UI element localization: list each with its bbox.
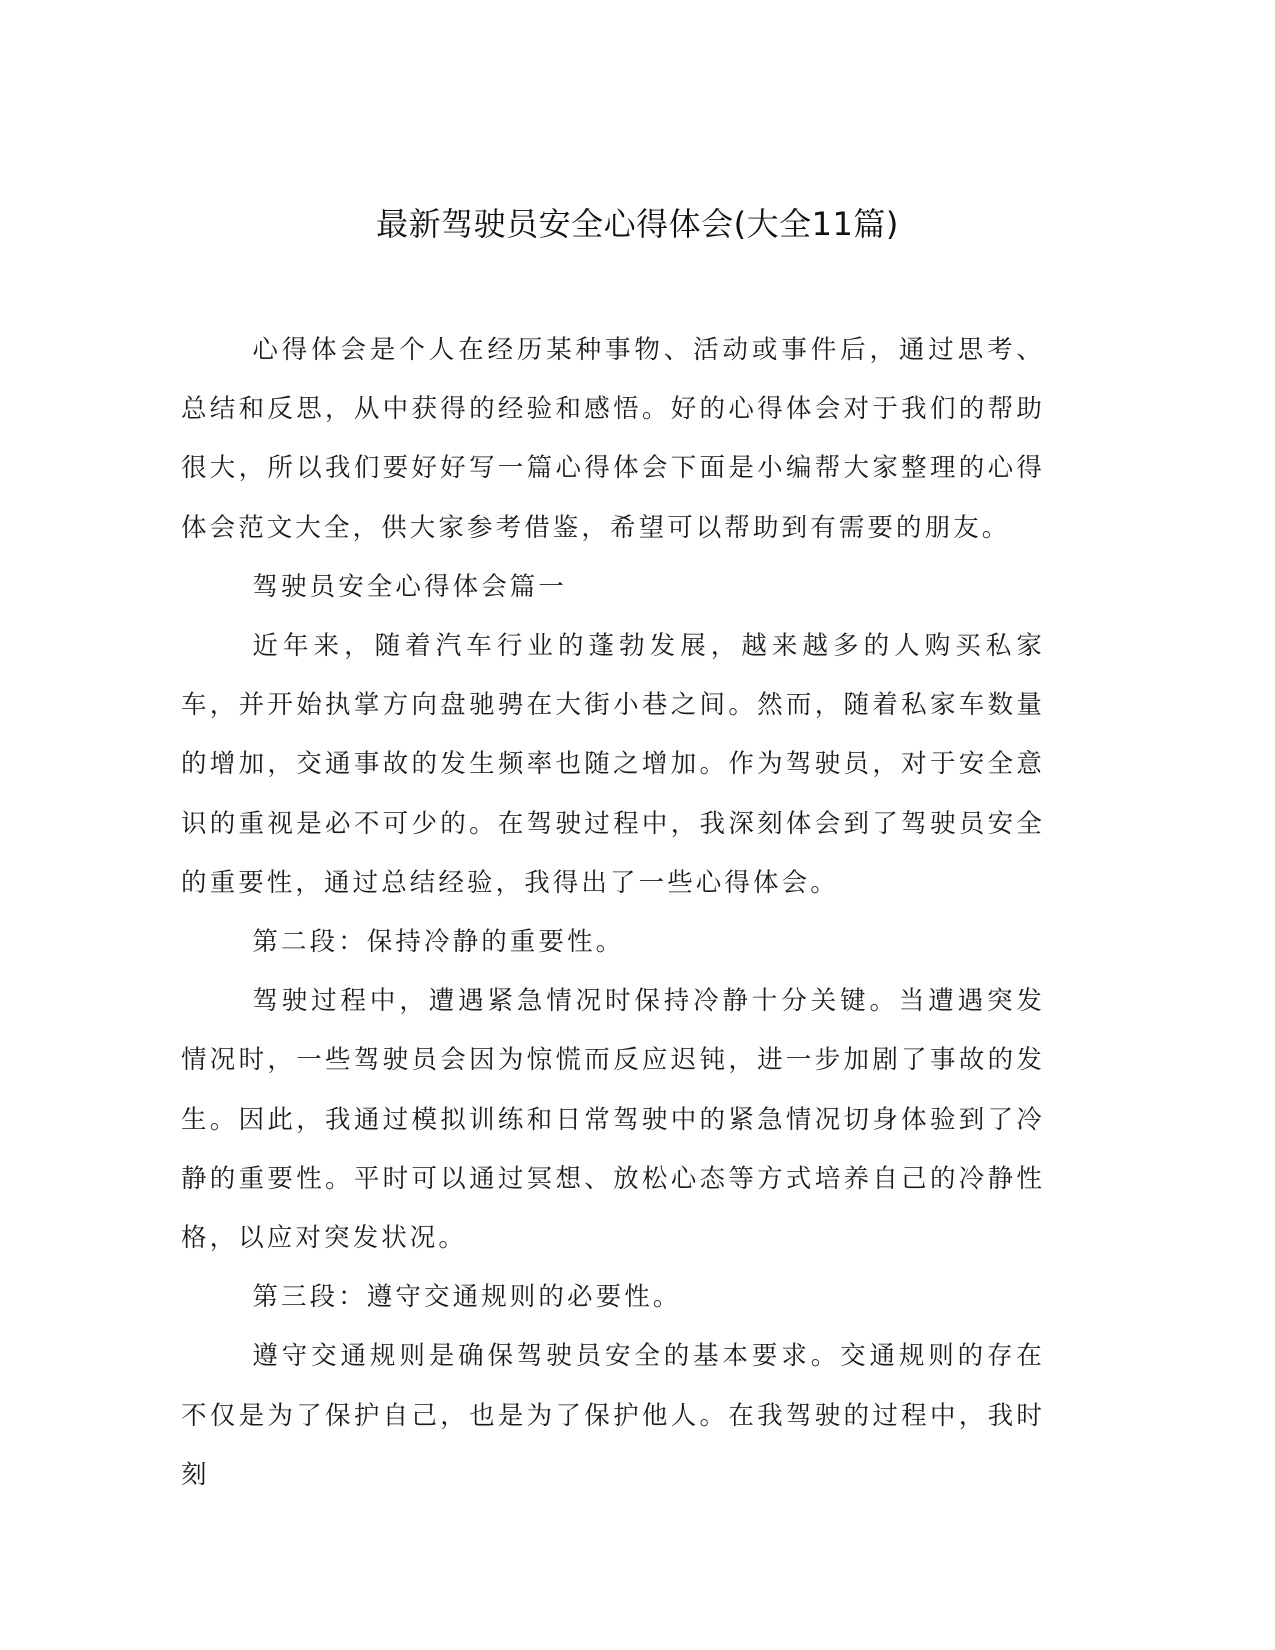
intro-paragraph: 心得体会是个人在经历某种事物、活动或事件后，通过思考、总结和反思，从中获得的经验和感悟。好的心得体会对于我们的帮助很大，所以我们要好好写一篇心得体会下面是小编帮大家整理的心得体会范文大全，供大家参考借鉴，希望可以帮助到有需要的朋友。 (181, 335, 1045, 543)
document-title: 最新驾驶员安全心得体会(大全11篇) (376, 205, 899, 243)
section-heading-part-one: 驾驶员安全心得体会篇一 (252, 571, 567, 602)
section-heading-traffic-rules: 第三段：遵守交通规则的必要性。 (252, 1282, 682, 1313)
body-paragraph: 近年来，随着汽车行业的蓬勃发展，越来越多的人购买私家车，并开始执掌方向盘驰骋在大街小巷之间。然而，随着私家车数量的增加，交通事故的发生频率也随之增加。作为驾驶员，对于安全意识的重视是必不可少的。在驾驶过程中，我深刻体会到了驾驶员安全的重要性，通过总结经验，我得出了一些心得体会。 (181, 631, 1045, 898)
body-paragraph: 驾驶过程中，遭遇紧急情况时保持冷静十分关键。当遭遇突发情况时，一些驾驶员会因为惊慌而反应迟钝，进一步加剧了事故的发生。因此，我通过模拟训练和日常驾驶中的紧急情况切身体验到了冷静的重要性。平时可以通过冥想、放松心态等方式培养自己的冷静性格，以应对突发状况。 (181, 986, 1045, 1254)
section-heading-calm: 第二段：保持冷静的重要性。 (252, 927, 625, 958)
document-body (181, 321, 1045, 1505)
body-paragraph: 遵守交通规则是确保驾驶员安全的基本要求。交通规则的存在不仅是为了保护自己，也是为了保护他人。在我驾驶的过程中，我时刻 (181, 1341, 1045, 1490)
